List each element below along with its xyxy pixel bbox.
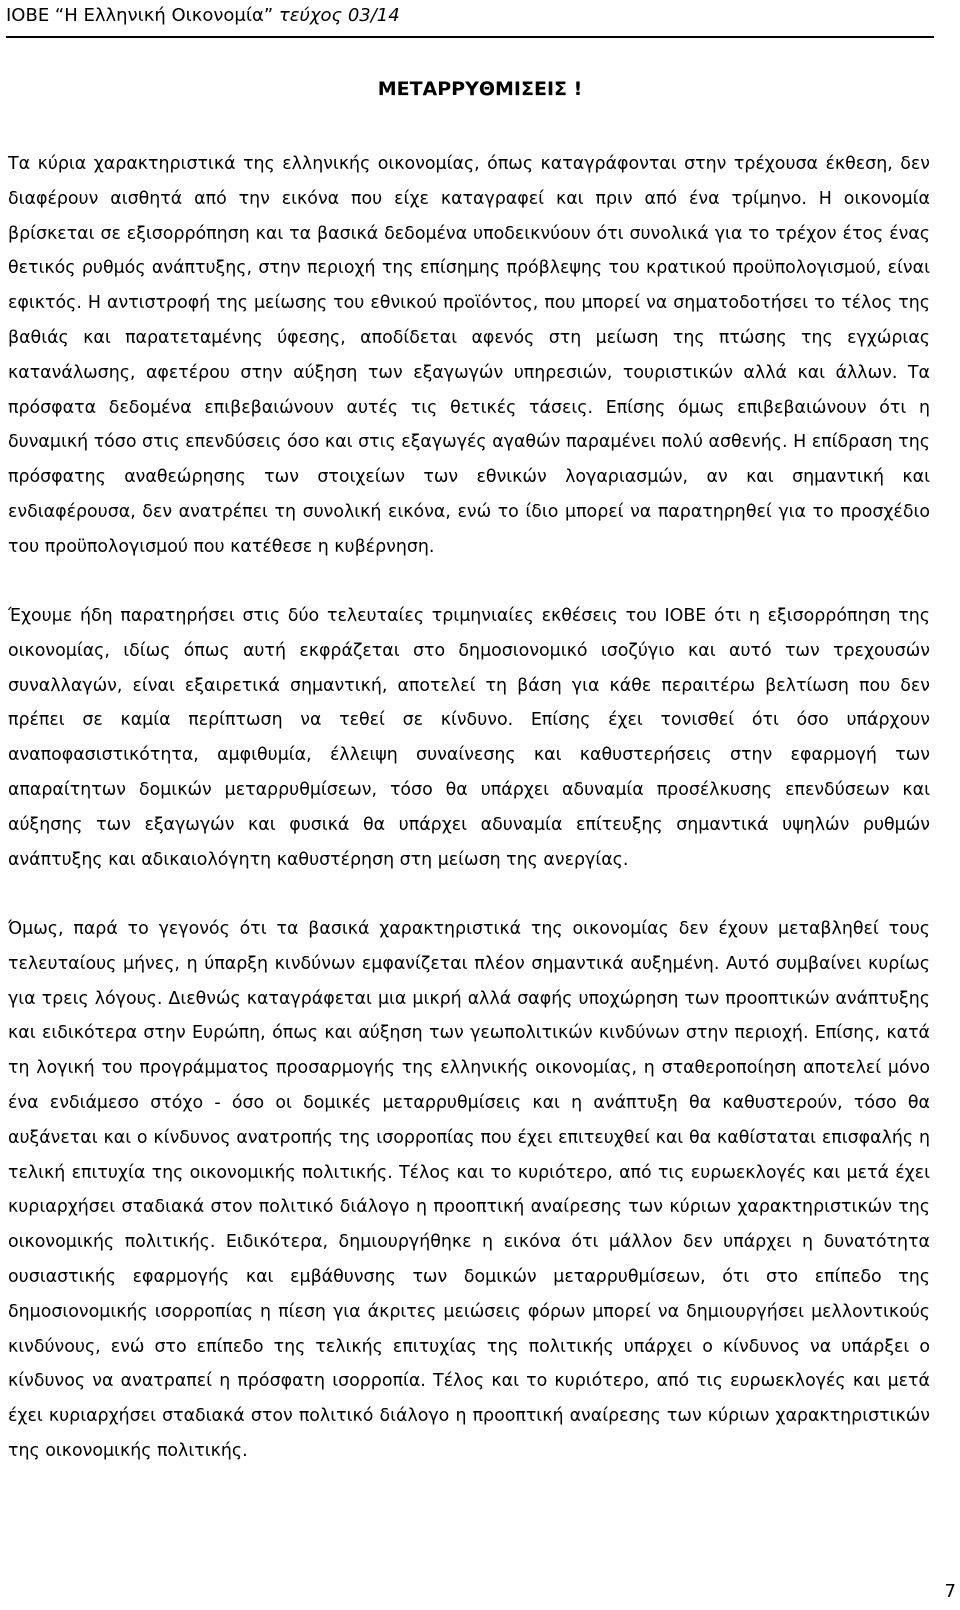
header-publication: ΙΟΒΕ “Η Ελληνική Οικονομία” bbox=[6, 5, 274, 26]
running-header bbox=[6, 0, 934, 38]
article-body bbox=[8, 147, 930, 1469]
page-title: ΜΕΤΑΡΡΥΘΜΙΣΕΙΣ ! bbox=[377, 78, 583, 100]
page-number: 7 bbox=[944, 1581, 956, 1602]
paragraph-3: Όμως, παρά το γεγονός ότι τα βασικά χαρακτηριστικά της οικονομίας δεν έχουν μεταβληθεί τους τελευταίους μήνες, η ύπαρξη κινδύνων εμφανίζεται πλέον σημαντικά αυξημένη. Αυτό συμβαίνει κυρίως για τρεις λόγους. Διεθνώς καταγράφεται μια μικρή αλλά σαφής υποχώρηση των προοπτικών ανάπτυξης και ειδικότερα στην Ευρώπη, όπως και αύξηση των γεωπολιτικών κινδύνων στην περιοχή. Επίσης, κατά τη λογική του προγράμματος προσαρμογής της ελληνικής οικονομίας, η σταθεροποίηση αποτελεί μόνο ένα ενδιάμεσο στόχο - όσο οι δομικές μεταρρυθμίσεις και η ανάπτυξη θα καθυστερούν, τόσο θα αυξάνεται και ο κίνδυνος ανατροπής της ισορροπίας που έχει επιτευχθεί και θα καθίσταται επισφαλής η τελική επιτυχία της οικονομικής πολιτικής. Τέλος και το κυριότερο, από τις ευρωεκλογές και μετά έχει κυριαρχήσει σταδιακά στον πολιτικό διάλογο η προοπτική αναίρεσης των κύριων χαρακτηριστικών της οικονομικής πολιτικής. Ειδικότερα, δημιουργήθηκε η εικόνα ότι μάλλον δεν υπάρχει η δυνατότητα ουσιαστικής εφαρμογής και εμβάθυνσης των δομικών μεταρρυθμίσεων, ότι στο επίπεδο της δημοσιονομικής ισορροπίας η πίεση για άκριτες μειώσεις φόρων μπορεί να δημιουργήσει μελλοντικούς κινδύνους, ενώ στο επίπεδο της τελικής επιτυχίας της πολιτικής υπάρχει ο κίνδυνος να υπάρξει ο κίνδυνος να ανατραπεί η πρόσφατη ισορροπία. Τέλος και το κυριότερο, από τις ευρωεκλογές και μετά έχει κυριαρχήσει σταδιακά στον πολιτικό διάλογο η προοπτική αναίρεσης των κύριων χαρακτηριστικών της οικονομικής πολιτικής. bbox=[8, 918, 930, 1461]
paragraph-2: Έχουμε ήδη παρατηρήσει στις δύο τελευταίες τριμηνιαίες εκθέσεις του ΙΟΒΕ ότι η εξισορρόπηση της οικονομίας, ιδίως όπως αυτή εκφράζεται στο δημοσιονομικό ισοζύγιο και αυτό των τρεχουσών συναλλαγών, είναι εξαιρετικά σημαντική, αποτελεί τη βάση για κάθε περαιτέρω βελτίωση που δεν πρέπει σε καμία περίπτωση να τεθεί σε κίνδυνο. Επίσης έχει τονισθεί ότι όσο υπάρχουν αναποφασιστικότητα, αμφιθυμία, έλλειψη συναίνεσης και καθυστερήσεις στην εφαρμογή των απαραίτητων δομικών μεταρρυθμίσεων, τόσο θα υπάρχει αδυναμία προσέλκυσης επενδύσεων και αύξησης των εξαγωγών και φυσικά θα υπάρχει αδυναμία επίτευξης σημαντικά υψηλών ρυθμών ανάπτυξης και αδικαιολόγητη καθυστέρηση στη μείωση της ανεργίας. bbox=[8, 606, 930, 870]
header-issue: τεύχος 03/14 bbox=[278, 5, 400, 26]
paragraph-1: Τα κύρια χαρακτηριστικά της ελληνικής οικονομίας, όπως καταγράφονται στην τρέχουσα έκθεση, δεν διαφέρουν αισθητά από την εικόνα που είχε καταγραφεί και πριν από ένα τρίμηνο. Η οικονομία βρίσκεται σε εξισορρόπηση και τα βασικά δεδομένα υποδεικνύουν ότι συνολικά για το τρέχον έτος ένας θετικός ρυθμός ανάπτυξης, στην περιοχή της επίσημης πρόβλεψης του κρατικού προϋπολογισμού, είναι εφικτός. Η αντιστροφή της μείωσης του εθνικού προϊόντος, που μπορεί να σηματοδοτήσει το τέλος της βαθιάς και παρατεταμένης ύφεσης, αποδίδεται αφενός στη μείωση της πτώσης της εγχώριας κατανάλωσης, αφετέρου στην αύξηση των εξαγωγών υπηρεσιών, τουριστικών αλλά και άλλων. Τα πρόσφατα δεδομένα επιβεβαιώνουν αυτές τις θετικές τάσεις. Επίσης όμως επιβεβαιώνουν ότι η δυναμική τόσο στις επενδύσεις όσο και στις εξαγωγές αγαθών παραμένει πολύ ασθενής. Η επίδραση της πρόσφατης αναθεώρησης των στοιχείων των εθνικών λογαριασμών, αν και σημαντική και ενδιαφέρουσα, δεν ανατρέπει τη συνολική εικόνα, ενώ το ίδιο μπορεί να παρατηρηθεί για το προσχέδιο του προϋπολογισμού που κατέθεσε η κυβέρνηση. bbox=[8, 154, 930, 557]
